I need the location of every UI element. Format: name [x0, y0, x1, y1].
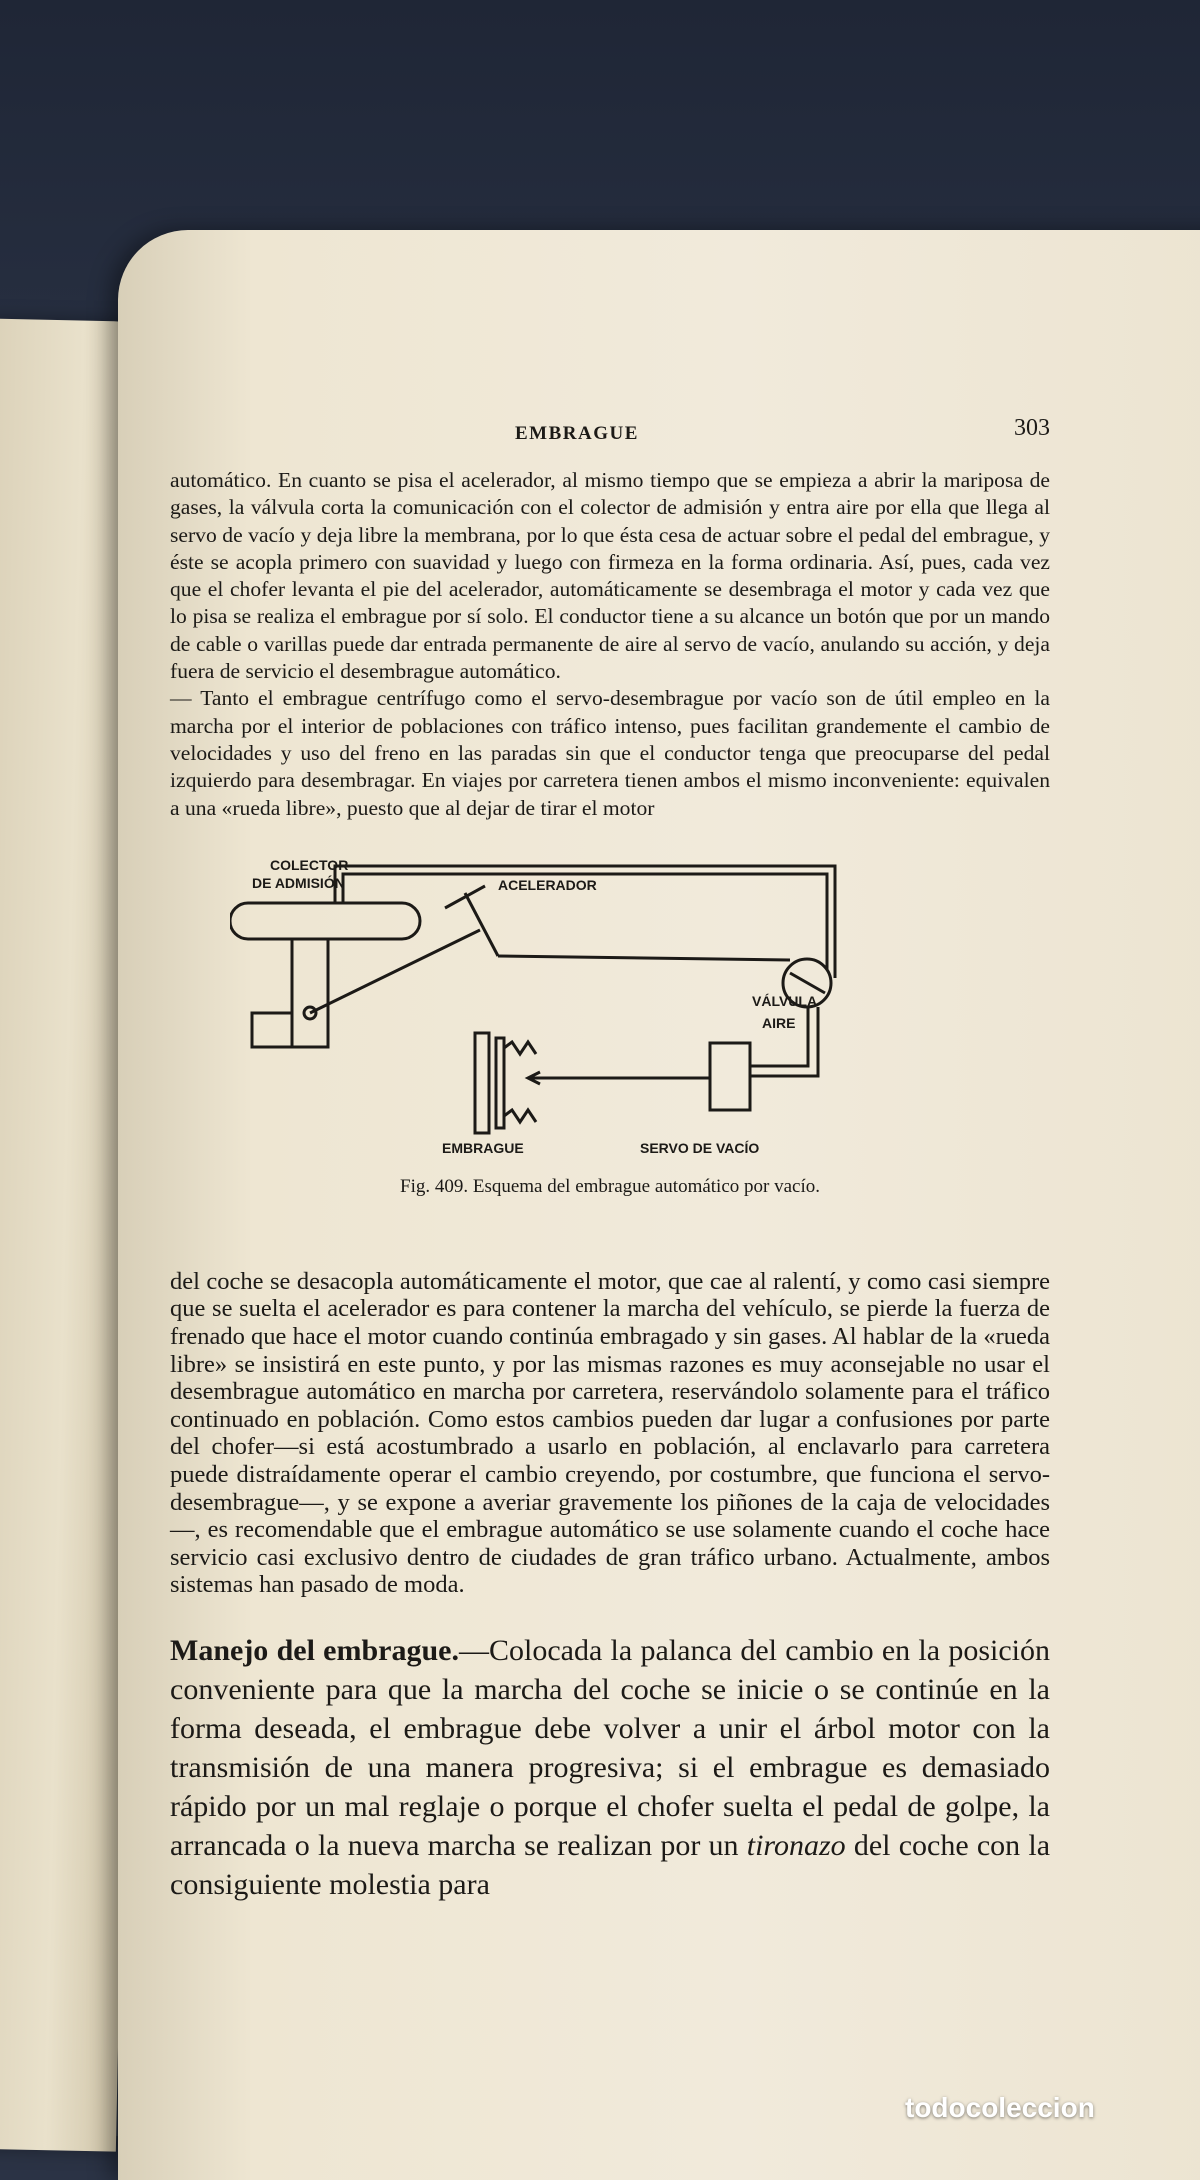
label-colector-2: DE ADMISIÓN [252, 874, 345, 891]
accelerator-pedal-arm [465, 893, 498, 956]
running-head: EMBRAGUE [515, 423, 639, 444]
section-text-1: —Colocada la palanca del cambio en la posición conveniente para que la marcha del coche se inicie o se continúe en la forma deseada, el embrague debe volver a unir el árbol motor con la transmisión de una manera progresiva; si el embrague es demasiado rápido por un mal reglaje o porque el chofer suelta el pedal de golpe, la arrancada o la nueva marcha se realizan por un [170, 1633, 1050, 1862]
throttle-rod [310, 930, 480, 1013]
page-content [170, 405, 1050, 1904]
valve-disc [790, 973, 825, 993]
label-valvula: VÁLVULA [752, 992, 818, 1009]
paragraph-2: — Tanto el embrague centrífugo como el servo-desembrague por vacío son de útil empleo en la marcha por el interior de poblaciones con tráfico intenso, pues facilitan grandemente el cambio de velocidades y uso del freno en las paradas sin que el conductor tenga que preocuparse del pedal izquierdo para desembragar. En viajes por carretera tienen ambos el mismo inconveniente: equivalen a una «rueda libre», puesto que al dejar de tirar el motor [170, 686, 1050, 820]
paragraph-3: del coche se desacopla automáticamente el motor, que cae al ralentí, y como casi siempre que se suelta el acelerador es para contener la marcha del vehículo, se pierde la fuerza de frenado que hace el motor cuando continúa embragado y sin gases. Al hablar de la «rueda libre» se insistirá en este punto, y por las mismas razones es muy aconsejable no usar el desembrague automático en marcha por carretera, reservándolo solamente para el tráfico continuado en población. Como estos cambios pueden dar lugar a confusiones por parte del chofer—si está acostumbrado a usarlo en población, al enclavarlo para carretera puede distraídamente operar el cambio creyendo, por costumbre, que funciona el servo-desembrague—, y se expone a averiar gravemente los piñones de la caja de velocidades—, es recomendable que el embrague automático se use solamente cuando el coche hace servicio casi exclusivo dentro de ciudades de gran tráfico urbano. Actualmente, ambos sistemas han pasado de moda. [170, 1267, 1050, 1599]
figure-caption: Fig. 409. Esquema del embrague automático por vacío. [400, 1175, 820, 1197]
page-number: 303 [1014, 415, 1050, 441]
valve-rod [498, 956, 790, 960]
intake-manifold-shape [230, 903, 420, 939]
clutch-spring-bottom [504, 1110, 536, 1122]
label-colector-1: COLECTOR [270, 856, 349, 873]
paragraph-1: automático. En cuanto se pisa el acelerador, al mismo tiempo que se empieza a abrir la mariposa de gases, la válvula corta la comunicación con el colector de admisión y entra aire por ella que llega al servo de vacío y deja libre la membrana, por lo que ésta cesa de actuar sobre el pedal del embrague, y éste se acopla primero con suavidad y luego con firmeza en la forma ordinaria. Así, pues, cada vez que el chofer levanta el pie del acelerador, automáticamente se desembraga el motor y cada vez que lo pisa se realiza el embrague por sí solo. El conductor tiene a su alcance un botón que por un mando de cable o varillas puede dar entrada permanente de aire al servo de vacío, anulando su acción, y deja fuera de servicio el desembrague automático. [170, 468, 1050, 684]
section-text-2: del coche con la consiguiente molestia para [170, 1828, 1051, 1901]
clutch-plate-1 [475, 1033, 489, 1133]
clutch-plate-2 [496, 1038, 504, 1128]
label-aire: AIRE [762, 1014, 796, 1031]
clutch-spring-top [504, 1042, 536, 1054]
figure-diagram [170, 848, 1050, 1218]
section-title: Manejo del embrague. [170, 1633, 459, 1667]
accelerator-pedal-pad [445, 886, 485, 908]
label-embrague: EMBRAGUE [442, 1139, 524, 1156]
carburetor-shape [252, 1013, 292, 1047]
section-italic: tironazo [746, 1828, 846, 1862]
watermark-logo: todocoleccion [905, 2092, 1095, 2123]
paragraph-4 [170, 1631, 1050, 1904]
page-header [170, 405, 1050, 445]
label-servo: SERVO DE VACÍO [640, 1139, 760, 1156]
manifold-riser-shape [292, 939, 328, 1047]
label-acelerador: ACELERADOR [498, 876, 597, 893]
servo-body [710, 1043, 750, 1110]
vacuum-clutch-diagram [230, 848, 850, 1158]
